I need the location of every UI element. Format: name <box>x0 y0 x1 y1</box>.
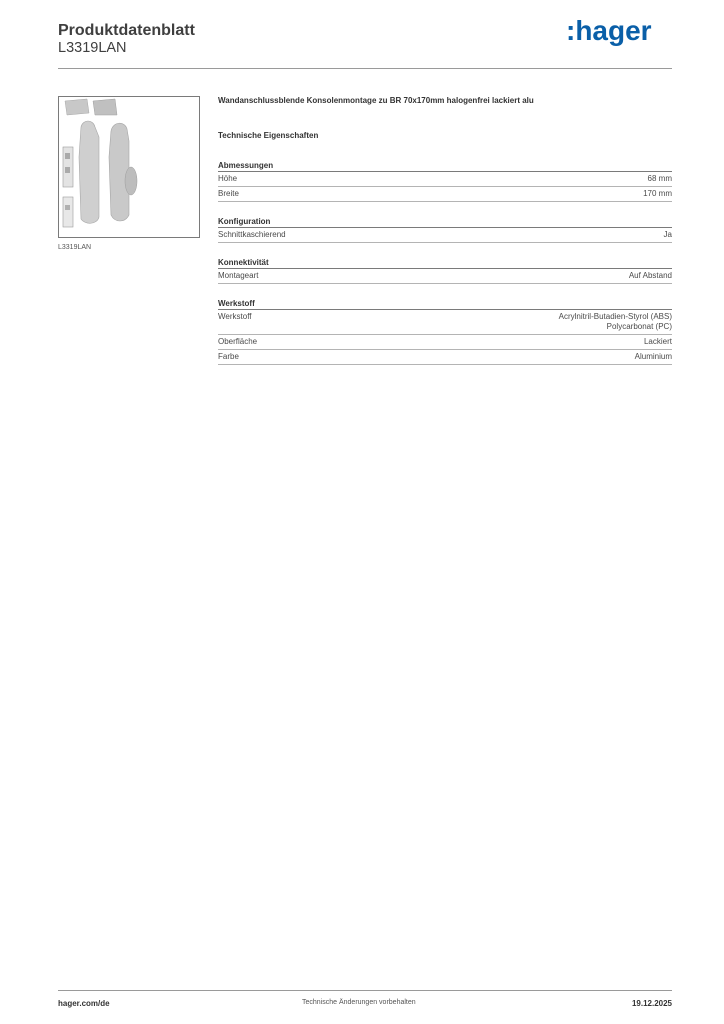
article-number: L3319LAN <box>58 40 127 56</box>
row-value: Lackiert <box>643 337 672 346</box>
hager-logo <box>566 14 658 48</box>
footer-date: 19.12.2025 <box>631 999 672 1008</box>
section-title: Technische Eigenschaften <box>218 131 319 140</box>
row-value: Ja <box>663 230 672 239</box>
group-title: Werkstoff <box>218 299 255 308</box>
group-konfiguration <box>218 216 672 243</box>
row-value-line: Polycarbonat (PC) <box>606 322 672 331</box>
footer-website-link[interactable]: hager.com/de <box>58 999 110 1008</box>
row-value: 170 mm <box>643 189 672 198</box>
row-value: 68 mm <box>647 174 672 183</box>
table-row <box>218 310 672 335</box>
table-row <box>218 350 672 365</box>
page-title: Produktdatenblatt <box>58 22 195 39</box>
row-label: Oberfläche <box>218 337 258 346</box>
product-description: Wandanschlussblende Konsolenmontage zu BR 70x170mm halogenfrei lackiert alu <box>218 96 534 105</box>
row-label: Werkstoff <box>218 312 252 321</box>
group-title: Konfiguration <box>218 217 271 226</box>
row-label: Farbe <box>218 352 239 361</box>
row-value-line: Acrylnitril-Butadien-Styrol (ABS) <box>558 312 672 321</box>
row-value <box>559 312 672 332</box>
row-value: Auf Abstand <box>628 271 672 280</box>
row-label: Montageart <box>218 271 259 280</box>
row-value: Aluminium <box>634 352 672 361</box>
group-werkstoff <box>218 298 672 365</box>
table-row <box>218 269 672 284</box>
logo-text: :hager <box>566 15 652 46</box>
group-konnektivitaet <box>218 257 672 284</box>
table-row <box>218 335 672 350</box>
table-row <box>218 172 672 187</box>
group-title: Abmessungen <box>218 161 274 170</box>
group-abmessungen <box>218 160 672 202</box>
properties-table <box>218 156 672 379</box>
table-row <box>218 228 672 243</box>
row-label: Höhe <box>218 174 238 183</box>
header-divider <box>58 68 672 69</box>
table-row <box>218 187 672 202</box>
row-label: Schnittkaschierend <box>218 230 286 239</box>
product-image <box>58 96 200 238</box>
row-label: Breite <box>218 189 239 198</box>
footer-notice: Technische Änderungen vorbehalten <box>302 999 416 1006</box>
group-title: Konnektivität <box>218 258 269 267</box>
footer-divider <box>58 990 672 991</box>
image-caption: L3319LAN <box>58 244 92 251</box>
